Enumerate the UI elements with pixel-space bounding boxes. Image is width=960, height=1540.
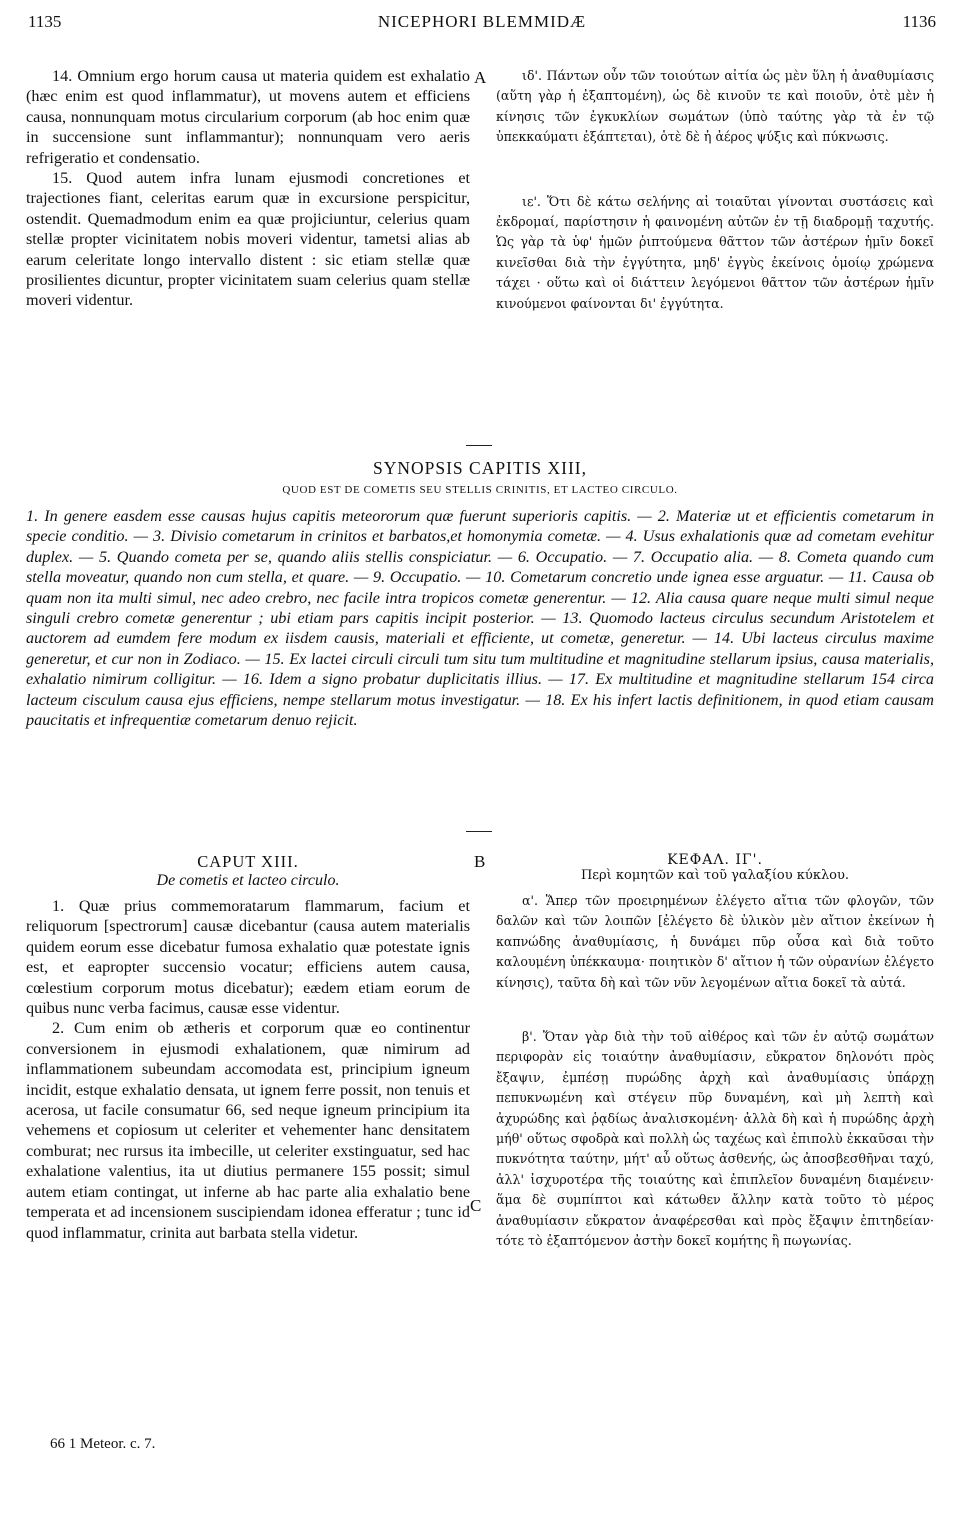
latin-chapter-body [26,896,470,1243]
greek-chapter [496,852,934,1252]
footnote: 66 1 Meteor. c. 7. [50,1436,156,1452]
greek-chapter-paragraph-2: β'. Ὅταν γὰρ διὰ τὴν τοῦ αἰθέρος καὶ τῶν ἐν αὐτῷ σωμάτων περιφορὰν εἰς τοιαύτην ἀναθυμίασιν, εὔκρατον δηλονότι πρὸς ἔξαψιν, ἐμπέσῃ πυρώδης ἀρχὴ καὶ ἀναθυμίασις ὑπάρχῃ πεπυκνωμένη καὶ στέγειν πῦρ δυναμένη, καὶ μὴ λεπτὴ καὶ ἀχυρώδης καὶ ῥᾳδίως ἀναλισκομένη· ἀλλὰ δὴ καὶ ἡ πυρώδης ἀρχὴ μήθ' οὕτως σφοδρὰ καὶ πολλὴ ὡς ταχέως καὶ ἐπιπολὺ ἐκκαῦσαι τὴν πυκνότητα ταύτην, μήτ' αὖ οὕτως ἀσθενής, ὡς ἀποσβεσθῆναι ταχύ, ἀλλ' ἰσχυροτέρα τῆς τοιαύτης καὶ ἐπιπλεῖον δυναμένη διαμένειν· ἅμα δὲ συμπίπτοι καὶ κάτωθεν ἄλλην κατὰ τοῦτο τὸ μέρος ἀναθυμίασιν εὔκρατον ἀναφέρεσθαι καὶ πρὸς ἔξαψιν ἐπιτηδείαν· τότε τὸ ἐξαπτόμενον ἀστὴν δοκεῖ κομήτης ἢ πωγωνίας. [496,1029,934,1249]
latin-column-top [26,66,470,311]
chapter-subtitle-greek: Περὶ κομητῶν καὶ τοῦ γαλαξίου κύκλου. [580,868,850,883]
margin-mark-b: B [474,852,486,871]
chapter-title-greek: ΚΕΦΑΛ. ΙΓ'. [667,852,763,868]
synopsis-title: SYNOPSIS CAPITIS XIII, [372,458,588,478]
chapter-title-latin: CAPUT XIII. [197,852,299,871]
chapter-subtitle-latin: De cometis et lacteo circulo. [156,872,340,889]
right-page-number: 1136 [902,12,936,31]
section-divider-2 [466,831,492,832]
section-divider [466,445,492,446]
running-title: NICEPHORI BLEMMIDÆ [377,12,587,31]
latin-paragraph-15: 15. Quod autem infra lunam ejusmodi concretiones et trajectiones fiant, celeritas earum quæ in excursione perspicitur, ostendit. Quemadmodum enim ea quæ projiciuntur, celerius quam stellæ propter vicinitatem nobis moveri videntur, tametsi alias ab earum celeritate longo intervallo distent : sic etiam stellæ quæ prosilientes dicuntur, propter vicinitatem suam celerius quam stellæ moveri videntur. [26,169,470,310]
latin-chapter [26,852,470,1243]
greek-chapter-body [496,891,934,1252]
greek-chapter-paragraph-1: α'. Ἅπερ τῶν προειρημένων ἐλέγετο αἴτια τῶν φλογῶν, τῶν δαλῶν καὶ τῶν λοιπῶν [ἐλέγετο δὲ ὑλικὸν μὲν αἴτιον ἐκείνων ἡ καπνώδης ἀναθυμίασις, ἡ δυνάμει πῦρ οὖσα καὶ διὰ τοῦτο καλουμένη ὑπέκκαυμα· ποιητικὸν δ' αἴτιον ἡ τῶν οὐρανίων ἐλέγετο κίνησις), ταῦτα δὴ καὶ τῶν νῦν λεγομένων αἴτια δοκεῖ τὰ αὐτά. [496,893,934,990]
synopsis-subtitle: QUOD EST DE COMETIS SEU STELLIS CRINITIS, ET LACTEO CIRCULO. [282,484,678,496]
greek-paragraph-14: ιδ'. Πάντων οὖν τῶν τοιούτων αἰτία ὡς μὲν ὕλη ἡ ἀναθυμίασις (αὕτη γὰρ ἡ ἐξαπτομένη), ὡς δὲ κινοῦν τε καὶ ποιοῦν, ὁτὲ μὲν ἡ κίνησις τῶν ἐγκυκλίων σωμάτων (ὑπὸ ταύτης γὰρ τὰ ἐν τῷ ὑπεκκαύματι ἐξάπτεται), ὁτὲ δὲ ἡ ἀέρος ψύξις καὶ πύκνωσις. [496,68,934,145]
margin-mark-a: A [474,68,487,87]
running-header [28,6,936,32]
margin-mark-c: C [470,1196,482,1215]
latin-chapter-paragraph-2: 2. Cum enim ob ætheris et corporum quæ eo continentur conversionem in ejusmodi exhalationem, quæ nimirum ad inflammationem subeundam accomodata est, principium igneum incidit, estque exhalatio densata, ut ignem ferre possit, non tenuis et acerosa, ut facile consumatur 66, sed neque igneum principium ita vehemens et copiosum ut celeriter et vehementer hanc densitatem comburat; nec rursus ita imbecille, ut celeriter exstinguatur, sed hac exhalatione valentius, ita ut diutius permanere 155 possit; simul autem etiam contingat, ut inferne ab hac parte alia exhalatio bene temperata et ad incensionem suscipiendam idonea efferatur ; tunc id quod inflammatur, crinita aut barbata stella videtur. [26,1019,470,1242]
latin-paragraph-14: 14. Omnium ergo horum causa ut materia quidem est exhalatio (hæc enim est quod inflammatur), ut movens autem et efficiens causa, nonnunquam motus circularium corporum (ab hoc enim quæ in succensione sunt inflammantur); nonnunquam vero aeris refrigeratio et condensatio. [26,67,470,167]
left-page-number: 1135 [28,12,62,31]
latin-chapter-paragraph-1: 1. Quæ prius commemoratarum flammarum, facium et reliquorum [spectrorum] causæ dicebantur (causa autem materialis quidem eorum esse dicebatur fumosa exhalatio quæ potestate ignis est, et eapropter succensio vocatur; efficiens autem causa, cœlestium corporum motus dicebatur); eædem etiam eorum de quibus nunc verba facimus, causæ esse videntur. [26,897,470,1018]
greek-column-top [496,66,934,314]
greek-paragraph-15: ιε'. Ὅτι δὲ κάτω σελήνης αἱ τοιαῦται γίνονται συστάσεις καὶ ἐκδρομαί, παρίστησιν ἡ φαινομένη αὐτῶν ἐν τῇ διαδρομῇ ταχυτής. Ὡς γὰρ τὰ ὑφ' ἡμῶν ῥιπτούμενα θᾶττον τῶν ἀστέρων ἡμῖν δοκεῖ κινεῖσθαι διὰ τὴν ἐγγύτητα, μηδ' ἐγγὺς ἐκείνοις ὁμοίῳ χρώμενα τάχει · οὕτω καὶ οἱ διάττειν λεγόμενοι θᾶττον τῶν ἀστέρων ἡμῖν κινούμενοι φαίνονται δι' ἐγγύτητα. [496,193,934,311]
synopsis-body: 1. In genere easdem esse causas hujus capitis meteororum quæ fuerunt superioris capitis. — 2. Materiæ ut et efficientis cometarum in specie conditio. — 3. Divisio cometarum in crinitos et barbatos,et homonymia cometæ. — 4. Usus exhalationis quæ ad cometam evehitur duplex. — 5. Quando cometa per se, quando aliis stellis conspiciatur. — 6. Occupatio. — 7. Occupatio alia. — 8. Cometa quando cum stella moveatur, quando non cum stella, et quare. — 9. Occupatio. — 10. Cometarum concretio unde ignea esse arguatur. — 11. Causa ob quam non ita multi simul, nec adeo crebro, nec facile intra tropicos cometæ generentur. — 12. Alia causa quare neque multi simul neque singuli crebro cometæ generentur ; ubi etiam pars capitis incipit posterior. — 13. Quomodo lacteus circulus secundum Aristotelem et auctorem ad eumdem fere modum ex iisdem causis, materiali et efficiente, ut cometæ, generetur. — 14. Ubi lacteus circulus maxime generetur, et cur non in Zodiaco. — 15. Ex lactei circuli circuli tum situ tum multitudine et magnitudine stellarum ipsius, causa materialis, exhalatio nimirum colligitur. — 16. Idem a signo probatur duplicitatis illius. — 17. Ex multitudine et magnitudine stellarum 154 circa lacteum cisculum causa ejus efficiens, nempe stellarum motus investigatur. — 18. Ex his infert lactis definitionem, in quod etiam causam paucitatis et infrequentiæ cometarum denuo rejicit. [26,507,934,730]
